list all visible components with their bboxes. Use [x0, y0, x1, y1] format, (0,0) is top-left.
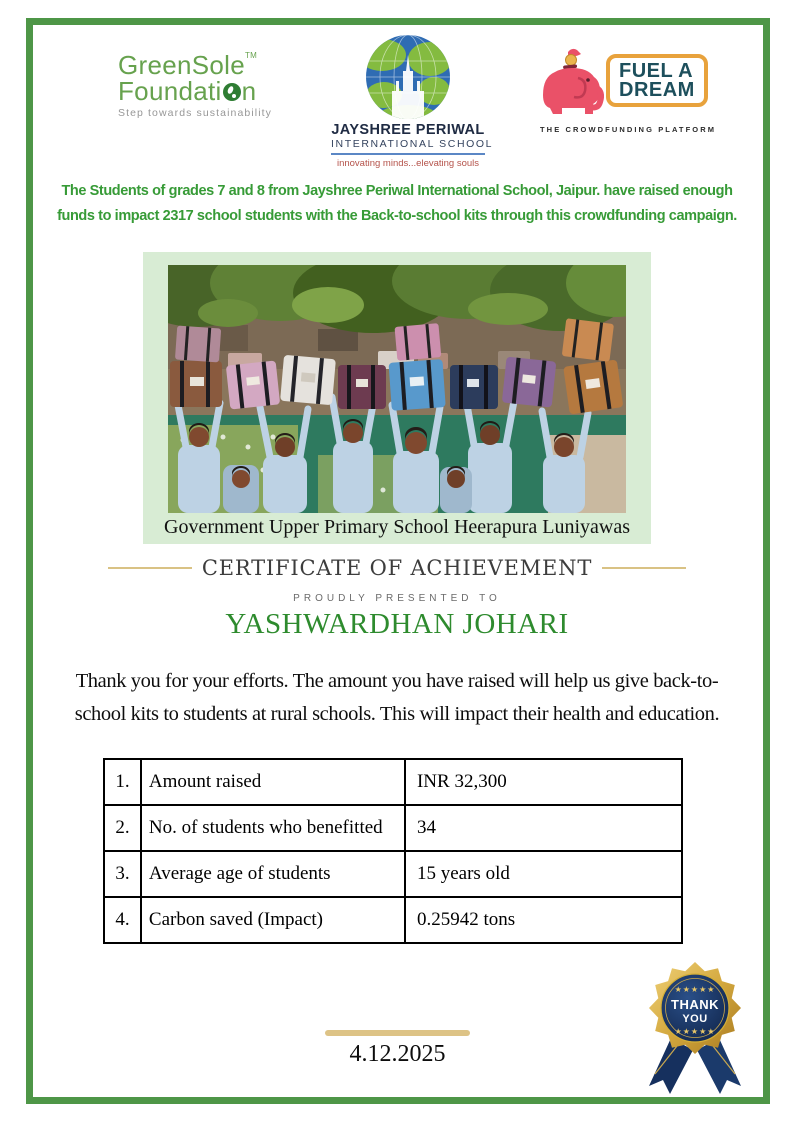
impact-table [103, 758, 683, 944]
row-number: 1. [104, 759, 141, 805]
table-row [104, 805, 682, 851]
greensole-tagline: Step towards sustainability [118, 107, 273, 119]
campaign-summary-line2: funds to impact 2317 school students with the Back-to-school kits through this crowdfunding campaign. [57, 208, 737, 225]
fueladream-line1: FUEL A [619, 60, 694, 82]
greensole-title-bottom-post: n [241, 76, 257, 106]
badge-stars-bottom: ★★★★★ [674, 1027, 716, 1036]
row-label: Amount raised [141, 759, 405, 805]
fueladream-line2: DREAM [619, 79, 695, 101]
thank-you-badge-icon [637, 950, 753, 1102]
presented-label: PROUDLY PRESENTED TO [293, 593, 501, 604]
school-photo [168, 265, 626, 513]
fueladream-wordmark [606, 54, 708, 107]
recipient-name: YASHWARDHAN JOHARI [225, 608, 569, 640]
table-row [104, 851, 682, 897]
certificate-heading-row [108, 556, 686, 580]
date-rule [325, 1030, 470, 1036]
thank-you-message [0, 665, 794, 731]
jpis-name-line2: INTERNATIONAL SCHOOL [331, 138, 485, 155]
jpis-name-line1: JAYSHREE PERIWAL [331, 122, 485, 138]
row-value: 0.25942 tons [405, 897, 682, 943]
row-number: 3. [104, 851, 141, 897]
thank-you-message-line1: Thank you for your efforts. The amount you have raised will help us give back-to- [75, 670, 719, 692]
row-label: Average age of students [141, 851, 405, 897]
heading-rule-left [108, 567, 192, 569]
badge-text-line1: THANK [671, 997, 719, 1012]
greensole-foundation-logo [118, 52, 272, 119]
row-label: No. of students who benefitted [141, 805, 405, 851]
fueladream-tagline: THE CROWDFUNDING PLATFORM [540, 125, 717, 134]
row-label: Carbon saved (Impact) [141, 897, 405, 943]
row-value: INR 32,300 [405, 759, 682, 805]
date-text: 4.12.2025 [349, 1041, 446, 1067]
fueladream-logo [540, 46, 717, 134]
photo-panel [143, 252, 651, 544]
greensole-title-bottom-pre: Foundati [118, 76, 222, 106]
row-value: 15 years old [405, 851, 682, 897]
table-row [104, 759, 682, 805]
elephant-piggybank-icon [540, 46, 604, 120]
jpis-logo [331, 33, 494, 169]
row-number: 4. [104, 897, 141, 943]
badge-text-line2: YOU [682, 1013, 708, 1025]
campaign-summary [0, 179, 794, 230]
greensole-title-top-text: GreenSole [118, 50, 245, 80]
heading-rule-right [602, 567, 686, 569]
campaign-summary-line1: The Students of grades 7 and 8 from Jayshree Periwal International School, Jaipur. have raised enough [61, 183, 733, 199]
greensole-title-top [118, 52, 272, 78]
row-number: 2. [104, 805, 141, 851]
globe-castle-icon [364, 33, 452, 121]
greensole-title-bottom [118, 78, 272, 104]
certificate-heading: CERTIFICATE OF ACHIEVEMENT [201, 556, 593, 580]
trademark-symbol: TM [245, 51, 258, 60]
photo-caption: Government Upper Primary School Heerapura Luniyawas [164, 516, 630, 538]
thank-you-message-line2: school kits to students at rural schools. This will impact their health and education. [74, 702, 720, 725]
badge-stars-top: ★★★★★ [674, 985, 716, 994]
table-row [104, 897, 682, 943]
greensole-footprint-o-icon [223, 83, 241, 101]
jpis-tagline: innovating minds...elevating souls [336, 158, 480, 169]
row-value: 34 [405, 805, 682, 851]
